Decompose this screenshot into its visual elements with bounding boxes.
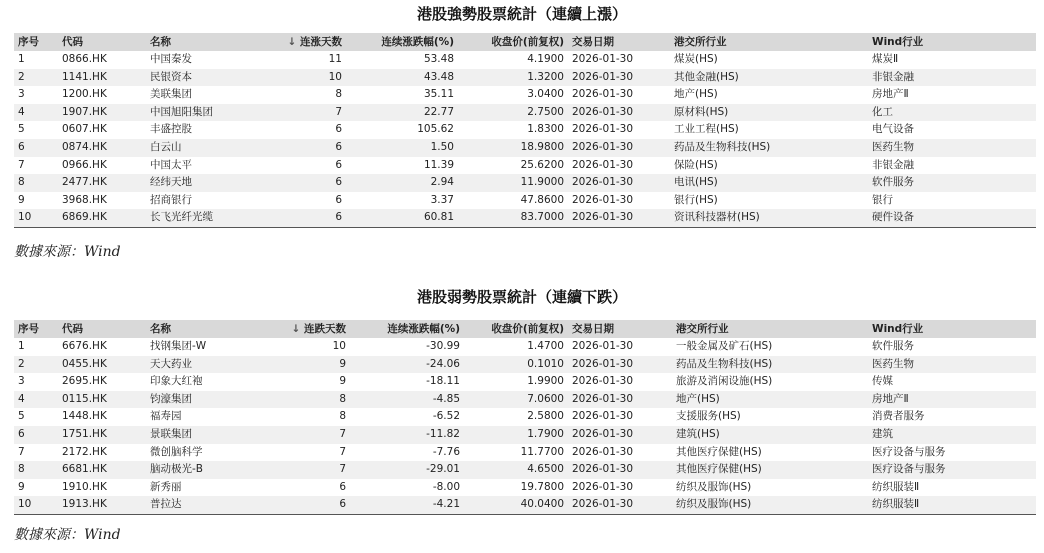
weak-table-body [14,338,1036,514]
cell-hkex-industry: 工业工程(HS) [674,123,739,136]
cell-close: 19.7800 [520,480,564,493]
cell-code: 1913.HK [62,498,107,511]
strong-stocks-table [14,33,1036,228]
cell-code: 1141.HK [62,70,107,83]
table-row [14,69,1036,87]
strong-stocks-section [0,2,1044,26]
cell-code: 0455.HK [62,357,107,370]
cell-hkex-industry: 药品及生物科技(HS) [674,140,771,153]
cell-date: 2026-01-30 [572,357,634,370]
cell-hkex-industry: 地产(HS) [676,392,720,405]
cell-close: 18.9800 [520,140,564,153]
cell-code: 2695.HK [62,375,107,388]
cell-rank: 5 [18,410,25,423]
table-row [14,121,1036,139]
table-row [14,408,1036,426]
cell-name: 天大药业 [150,357,192,370]
cell-name: 白云山 [150,140,182,153]
strong-table-body [14,51,1036,227]
strong-table-header [14,33,1036,51]
cell-close: 1.4700 [527,340,564,352]
cell-days: 6 [335,211,342,224]
cell-close: 0.1010 [527,357,564,370]
cell-days: 6 [339,480,346,493]
cell-pct: 53.48 [423,53,454,65]
table-row [14,479,1036,497]
cell-wind-industry: 银行 [872,193,893,206]
table-row [14,104,1036,122]
cell-close: 83.7000 [520,211,564,224]
cell-wind-industry: 电气设备 [872,123,914,136]
table-row [14,373,1036,391]
cell-rank: 5 [18,123,25,136]
cell-wind-industry: 医药生物 [872,357,914,370]
cell-days: 6 [339,498,346,511]
header-close: 收盘价(前复权) [491,36,564,48]
cell-pct: -4.21 [432,498,460,511]
header-days-label: 连跌天数 [304,323,346,335]
table-row [14,157,1036,175]
cell-pct: -8.00 [432,480,460,493]
cell-date: 2026-01-30 [572,375,634,388]
header-hkex-industry: 港交所行业 [674,36,727,48]
cell-rank: 3 [18,375,25,388]
cell-wind-industry: 建筑 [872,427,893,440]
header-hkex-industry: 港交所行业 [676,323,729,335]
cell-days: 6 [335,158,342,171]
table-row [14,444,1036,462]
cell-hkex-industry: 其他医疗保健(HS) [676,445,762,458]
header-days-sortable[interactable] [270,33,346,51]
cell-hkex-industry: 地产(HS) [674,88,718,101]
cell-rank: 6 [18,140,25,153]
cell-rank: 10 [18,498,32,511]
cell-days: 7 [339,445,346,458]
cell-pct: -11.82 [426,427,460,440]
cell-wind-industry: 医疗设备与服务 [872,445,946,458]
cell-days: 10 [332,340,346,352]
cell-code: 1907.HK [62,105,107,118]
cell-wind-industry: 纺织服装Ⅱ [872,498,920,511]
cell-code: 2477.HK [62,176,107,189]
cell-close: 1.3200 [527,70,564,83]
cell-name: 中国秦发 [150,53,192,65]
cell-rank: 8 [18,176,25,189]
weak-table-bottom-rule [14,514,1036,515]
cell-wind-industry: 传媒 [872,375,893,388]
cell-code: 1910.HK [62,480,107,493]
table-row [14,192,1036,210]
cell-rank: 3 [18,88,25,101]
header-name: 名称 [150,36,171,48]
cell-days: 11 [328,53,342,65]
cell-rank: 7 [18,158,25,171]
cell-rank: 9 [18,480,25,493]
cell-name: 找钢集团-W [150,340,207,352]
strong-data-source: 數據來源：Wind [14,244,121,260]
header-pct: 连续涨跌幅(%) [387,323,460,335]
cell-code: 3968.HK [62,193,107,206]
cell-name: 丰盛控股 [150,123,192,136]
cell-code: 6869.HK [62,211,107,224]
cell-pct: -29.01 [426,463,460,476]
cell-wind-industry: 硬件设备 [872,211,914,224]
cell-code: 0966.HK [62,158,107,171]
cell-hkex-industry: 药品及生物科技(HS) [676,357,773,370]
cell-wind-industry: 软件服务 [872,176,914,189]
cell-pct: 11.39 [423,158,454,171]
cell-pct: 22.77 [423,105,454,118]
cell-hkex-industry: 其他医疗保健(HS) [676,463,762,476]
cell-rank: 2 [18,70,25,83]
table-row [14,51,1036,69]
cell-close: 11.9000 [520,176,564,189]
cell-pct: 60.81 [423,211,454,224]
table-row [14,86,1036,104]
cell-code: 0866.HK [62,53,107,65]
cell-name: 普拉达 [150,498,182,511]
table-row [14,391,1036,409]
header-date: 交易日期 [572,36,614,48]
cell-date: 2026-01-30 [572,176,634,189]
cell-date: 2026-01-30 [572,70,634,83]
cell-code: 0607.HK [62,123,107,136]
weak-table-title: 港股弱勢股票統計（連續下跌） [416,288,627,306]
cell-days: 8 [339,410,346,423]
cell-date: 2026-01-30 [572,427,634,440]
cell-days: 6 [335,176,342,189]
cell-date: 2026-01-30 [572,158,634,171]
cell-wind-industry: 化工 [872,105,893,118]
cell-pct: -24.06 [426,357,460,370]
cell-wind-industry: 医疗设备与服务 [872,463,946,476]
cell-date: 2026-01-30 [572,410,634,423]
cell-close: 7.0600 [527,392,564,405]
cell-days: 8 [335,88,342,101]
cell-hkex-industry: 原材料(HS) [674,105,729,118]
header-days-sortable[interactable] [270,320,350,338]
cell-hkex-industry: 电讯(HS) [674,176,718,189]
cell-name: 民银资本 [150,70,192,83]
cell-rank: 6 [18,427,25,440]
table-row [14,139,1036,157]
cell-pct: -7.76 [432,445,460,458]
cell-wind-industry: 煤炭Ⅱ [872,53,899,65]
cell-pct: 105.62 [417,123,454,136]
cell-close: 40.0400 [520,498,564,511]
cell-days: 9 [339,375,346,388]
cell-close: 4.6500 [527,463,564,476]
cell-days: 7 [339,463,346,476]
header-code: 代码 [62,36,83,48]
table-row [14,496,1036,514]
cell-pct: 2.94 [430,176,454,189]
header-wind-industry: Wind行业 [872,323,924,335]
cell-pct: 3.37 [430,193,454,206]
cell-date: 2026-01-30 [572,88,634,101]
cell-days: 6 [335,193,342,206]
header-rank: 序号 [18,323,39,335]
cell-date: 2026-01-30 [572,53,634,65]
cell-hkex-industry: 银行(HS) [674,193,718,206]
cell-name: 钧濠集团 [150,392,192,405]
cell-close: 1.7900 [527,427,564,440]
cell-close: 4.1900 [527,53,564,65]
cell-wind-industry: 房地产Ⅱ [872,88,909,101]
cell-name: 中国旭阳集团 [150,105,213,118]
sort-down-icon: ↓ [291,323,301,335]
cell-date: 2026-01-30 [572,480,634,493]
cell-pct: -30.99 [426,340,460,352]
header-name: 名称 [150,323,171,335]
cell-name: 经纬天地 [150,176,192,189]
cell-pct: -4.85 [432,392,460,405]
cell-days: 6 [335,140,342,153]
cell-days: 7 [335,105,342,118]
cell-code: 6681.HK [62,463,107,476]
cell-days: 10 [328,70,342,83]
header-rank: 序号 [18,36,39,48]
cell-close: 1.8300 [527,123,564,136]
cell-hkex-industry: 纺织及服饰(HS) [676,480,752,493]
cell-pct: -6.52 [432,410,460,423]
cell-date: 2026-01-30 [572,445,634,458]
cell-rank: 1 [18,53,25,65]
cell-code: 1200.HK [62,88,107,101]
cell-close: 2.7500 [527,105,564,118]
header-date: 交易日期 [572,323,614,335]
weak-stocks-table [14,320,1036,515]
cell-code: 0874.HK [62,140,107,153]
cell-wind-industry: 非银金融 [872,70,914,83]
cell-name: 美联集团 [150,88,192,101]
header-code: 代码 [62,323,83,335]
cell-hkex-industry: 一般金属及矿石(HS) [676,340,773,352]
cell-name: 招商银行 [150,193,192,206]
cell-name: 景联集团 [150,427,192,440]
cell-wind-industry: 非银金融 [872,158,914,171]
cell-rank: 10 [18,211,32,224]
cell-hkex-industry: 支援服务(HS) [676,410,741,423]
cell-name: 印象大红袍 [150,375,203,388]
strong-table-title: 港股強勢股票統計（連續上漲） [416,5,627,23]
cell-close: 1.9900 [527,375,564,388]
cell-name: 长飞光纤光缆 [150,211,213,224]
cell-name: 脑动极光-B [150,463,203,476]
cell-hkex-industry: 旅游及消闲设施(HS) [676,375,773,388]
cell-hkex-industry: 资讯科技器材(HS) [674,211,760,224]
cell-date: 2026-01-30 [572,211,634,224]
cell-date: 2026-01-30 [572,392,634,405]
header-close: 收盘价(前复权) [491,323,564,335]
cell-days: 7 [339,427,346,440]
header-wind-industry: Wind行业 [872,36,924,48]
header-days-label: 连涨天数 [300,36,342,48]
cell-close: 3.0400 [527,88,564,101]
cell-days: 8 [339,392,346,405]
weak-data-source: 數據來源：Wind [14,527,121,543]
cell-date: 2026-01-30 [572,123,634,136]
cell-name: 福寿园 [150,410,182,423]
cell-hkex-industry: 保险(HS) [674,158,718,171]
cell-hkex-industry: 纺织及服饰(HS) [676,498,752,511]
cell-pct: 43.48 [423,70,454,83]
table-row [14,426,1036,444]
cell-days: 9 [339,357,346,370]
header-pct: 连续涨跌幅(%) [381,36,454,48]
weak-table-header [14,320,1036,338]
table-row [14,461,1036,479]
cell-hkex-industry: 煤炭(HS) [674,53,718,65]
cell-name: 新秀丽 [150,480,182,493]
cell-wind-industry: 消费者服务 [872,410,925,423]
cell-rank: 4 [18,105,25,118]
cell-rank: 4 [18,392,25,405]
cell-rank: 9 [18,193,25,206]
cell-code: 2172.HK [62,445,107,458]
cell-rank: 1 [18,340,25,352]
cell-wind-industry: 纺织服装Ⅱ [872,480,920,493]
table-row [14,338,1036,356]
cell-wind-industry: 房地产Ⅱ [872,392,909,405]
cell-pct: -18.11 [426,375,460,388]
cell-name: 微创脑科学 [150,445,203,458]
cell-close: 2.5800 [527,410,564,423]
cell-rank: 2 [18,357,25,370]
weak-stocks-section [0,285,1044,309]
cell-date: 2026-01-30 [572,463,634,476]
cell-name: 中国太平 [150,158,192,171]
cell-pct: 1.50 [430,140,454,153]
cell-date: 2026-01-30 [572,498,634,511]
table-row [14,174,1036,192]
cell-wind-industry: 软件服务 [872,340,914,352]
cell-code: 6676.HK [62,340,107,352]
cell-hkex-industry: 建筑(HS) [676,427,720,440]
cell-rank: 8 [18,463,25,476]
table-row [14,209,1036,227]
strong-table-bottom-rule [14,227,1036,228]
cell-hkex-industry: 其他金融(HS) [674,70,739,83]
cell-code: 1448.HK [62,410,107,423]
cell-pct: 35.11 [423,88,454,101]
cell-close: 25.6200 [520,158,564,171]
cell-date: 2026-01-30 [572,193,634,206]
cell-close: 47.8600 [520,193,564,206]
cell-date: 2026-01-30 [572,140,634,153]
cell-close: 11.7700 [520,445,564,458]
sort-down-icon: ↓ [287,36,297,48]
cell-wind-industry: 医药生物 [872,140,914,153]
table-row [14,356,1036,374]
cell-days: 6 [335,123,342,136]
cell-rank: 7 [18,445,25,458]
cell-date: 2026-01-30 [572,105,634,118]
cell-code: 1751.HK [62,427,107,440]
cell-code: 0115.HK [62,392,107,405]
cell-date: 2026-01-30 [572,340,634,352]
